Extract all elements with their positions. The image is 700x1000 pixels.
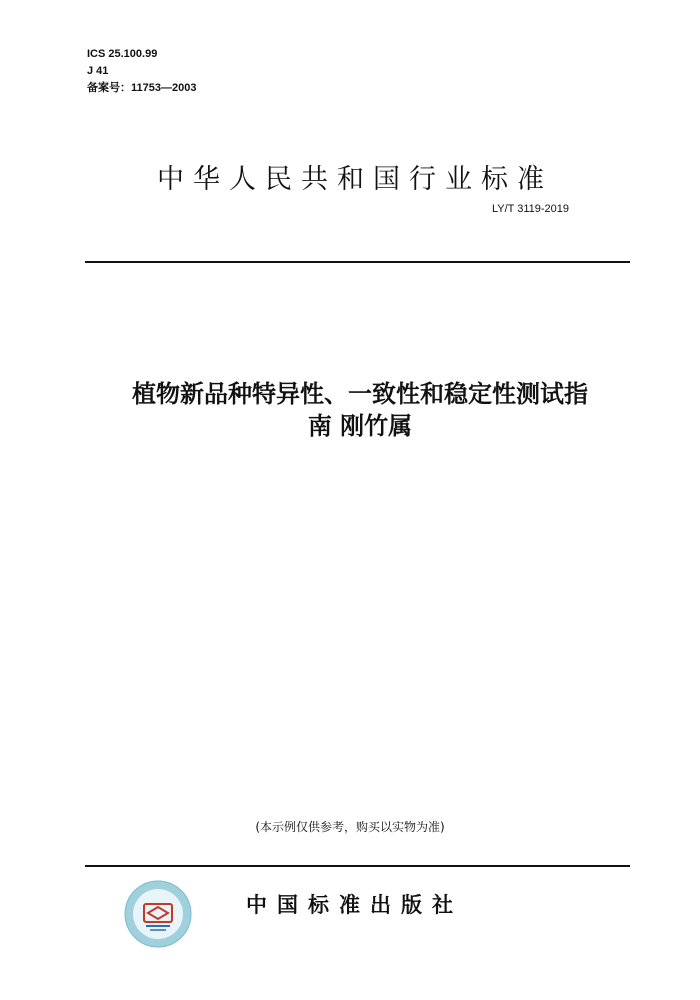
bottom-divider — [85, 865, 630, 867]
document-title-line-2: 南 刚竹属 — [307, 411, 413, 440]
ics-code: ICS 25.100.99 — [87, 48, 158, 60]
sample-note: (本示例仅供参考，购买以实物为准) — [255, 820, 445, 834]
standard-code: LY/T 3119-2019 — [491, 203, 569, 215]
ccs-code: J 41 — [87, 65, 109, 77]
publisher-logo-icon — [124, 880, 192, 948]
document-title-line-1: 植物新品种特异性、一致性和稳定性测试指 — [132, 379, 588, 408]
standard-category-title: 中华人民共和国行业标准 — [157, 164, 553, 195]
document-title — [60, 378, 660, 442]
header-metadata — [87, 46, 196, 97]
publisher-name: 中国标准出版社 — [246, 893, 463, 917]
filing-number: 备案号：11753—2003 — [87, 82, 197, 94]
top-divider — [85, 261, 630, 263]
